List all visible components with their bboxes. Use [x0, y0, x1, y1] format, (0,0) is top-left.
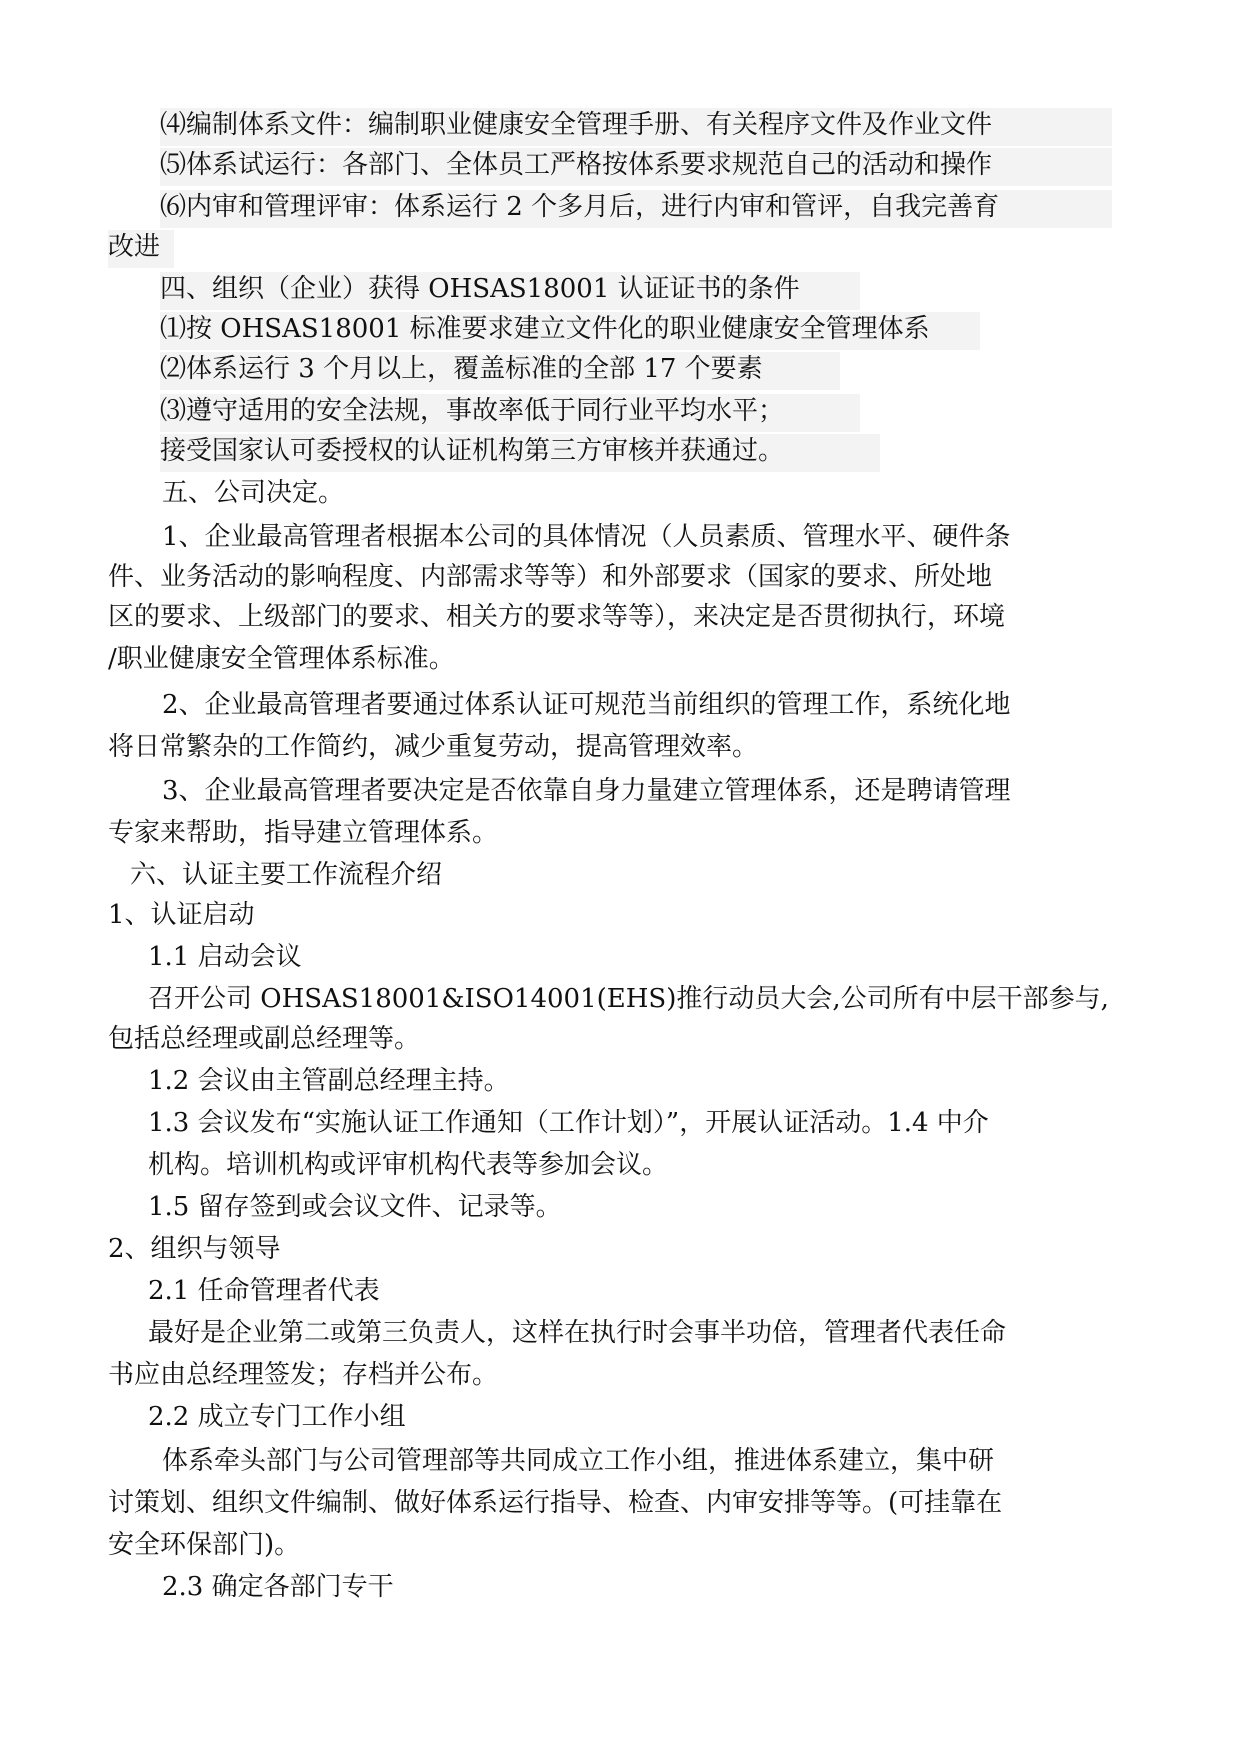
item-1-1-text-line-1: 召开公司 OHSAS18001&ISO14001(EHS)推行动员大会,公司所有中层干部参与,: [148, 984, 1109, 1014]
section-6-heading: 六、认证主要工作流程介绍: [130, 860, 443, 890]
item-1-1-text-line-2: 包括总经理或副总经理等。: [108, 1024, 421, 1054]
condition-1-line: ⑴按 OHSAS18001 标准要求建立文件化的职业健康安全管理体系: [160, 312, 980, 350]
step-4-line: ⑷编制体系文件：编制职业健康安全管理手册、有关程序文件及作业文件: [160, 108, 1112, 146]
item-1-3-line-1: 1.3 会议发布“实施认证工作通知（工作计划）”，开展认证活动。1.4 中介: [148, 1108, 989, 1138]
item-2-1-text-line-2: 书应由总经理签发；存档并公布。: [108, 1360, 499, 1390]
item-1-1-heading: 1.1 启动会议: [148, 942, 302, 972]
item-2-2-text-line-3: 安全环保部门)。: [108, 1530, 301, 1560]
item-2-3-heading: 2.3 确定各部门专干: [162, 1572, 394, 1602]
step-6-continuation: 改进: [108, 230, 174, 268]
decision-3-line-1: 3、企业最高管理者要决定是否依靠自身力量建立管理体系，还是聘请管理: [162, 776, 1011, 806]
item-2-2-heading: 2.2 成立专门工作小组: [148, 1402, 406, 1432]
decision-1-line-3: 区的要求、上级部门的要求、相关方的要求等等），来决定是否贯彻执行，环境: [108, 602, 1006, 632]
condition-3-line: ⑶遵守适用的安全法规，事故率低于同行业平均水平；: [160, 394, 860, 432]
item-1-2-line: 1.2 会议由主管副总经理主持。: [148, 1066, 510, 1096]
step-5-line: ⑸体系试运行：各部门、全体员工严格按体系要求规范自己的活动和操作: [160, 148, 1112, 186]
decision-2-line-2: 将日常繁杂的工作简约，减少重复劳动，提高管理效率。: [108, 732, 759, 762]
decision-2-line-1: 2、企业最高管理者要通过体系认证可规范当前组织的管理工作，系统化地: [162, 690, 1011, 720]
item-2-2-text-line-2: 讨策划、组织文件编制、做好体系运行指导、检查、内审安排等等。(可挂靠在: [108, 1488, 1003, 1518]
item-2-2-text-line-1: 体系牵头部门与公司管理部等共同成立工作小组，推进体系建立，集中研: [162, 1446, 995, 1476]
item-2-1-heading: 2.1 任命管理者代表: [148, 1276, 380, 1306]
step-6-line: ⑹内审和管理评审：体系运行 2 个多月后，进行内审和管评，自我完善育: [160, 190, 1112, 228]
item-1-5-line: 1.5 留存签到或会议文件、记录等。: [148, 1192, 562, 1222]
condition-4-line: 接受国家认可委授权的认证机构第三方审核并获通过。: [160, 434, 880, 472]
decision-1-line-4: /职业健康安全管理体系标准。: [108, 644, 455, 674]
section-4-heading: 四、组织（企业）获得 OHSAS18001 认证证书的条件: [160, 272, 860, 310]
condition-2-line: ⑵体系运行 3 个月以上，覆盖标准的全部 17 个要素: [160, 352, 840, 390]
item-2-1-text-line-1: 最好是企业第二或第三负责人，这样在执行时会事半功倍，管理者代表任命: [148, 1318, 1007, 1348]
decision-1-line-2: 件、业务活动的影响程度、内部需求等等）和外部要求（国家的要求、所处地: [108, 562, 993, 592]
step-1-heading: 1、认证启动: [108, 900, 255, 930]
decision-3-line-2: 专家来帮助，指导建立管理体系。: [108, 818, 499, 848]
step-2-heading: 2、组织与领导: [108, 1234, 281, 1264]
section-5-heading: 五、公司决定。: [162, 478, 345, 508]
decision-1-line-1: 1、企业最高管理者根据本公司的具体情况（人员素质、管理水平、硬件条: [162, 522, 1011, 552]
item-1-3-line-2: 机构。培训机构或评审机构代表等参加会议。: [148, 1150, 669, 1180]
